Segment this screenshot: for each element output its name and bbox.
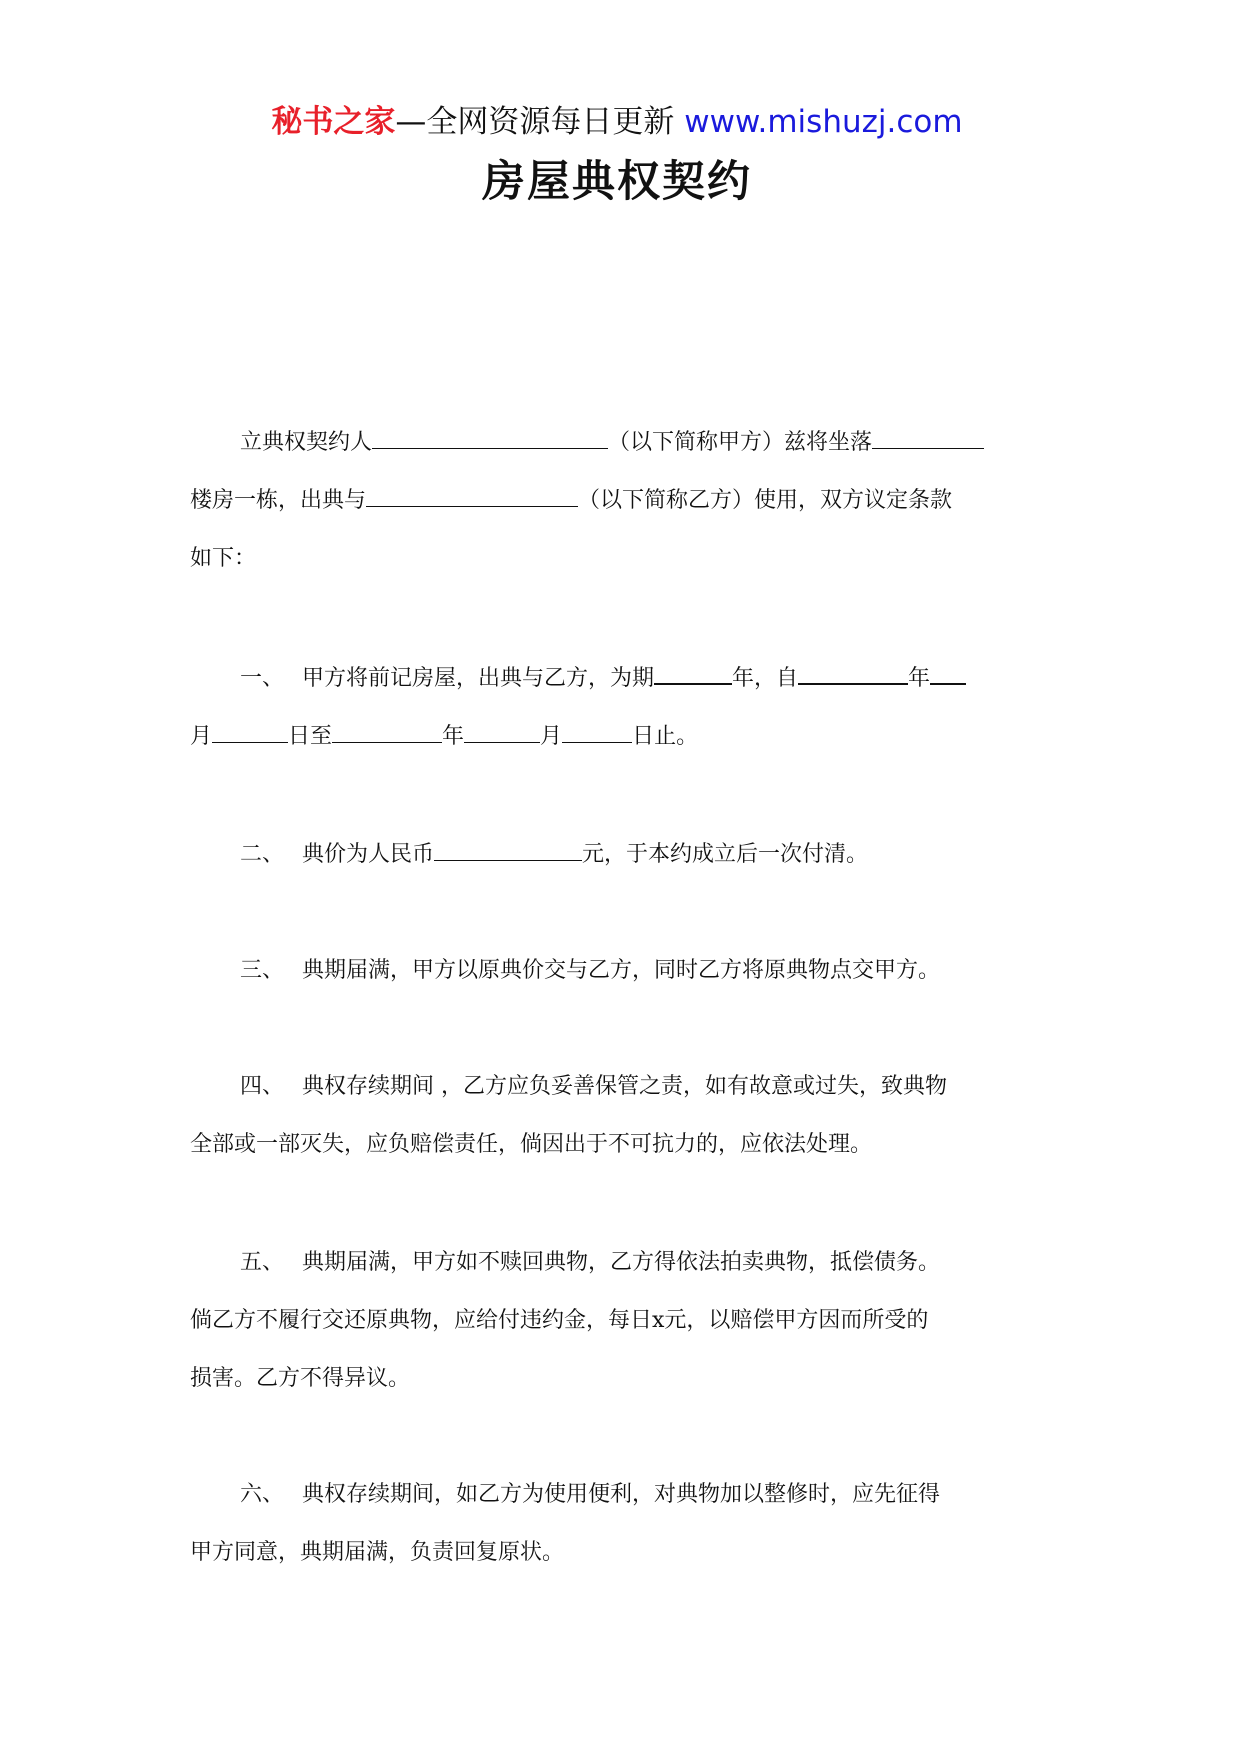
clause-text: 典权存续期间 ，乙方应负妥善保管之责，如有故意或过失，致典物 xyxy=(302,1074,947,1099)
preamble-text: 如下： xyxy=(190,546,257,571)
preamble-text: 楼房一栋，出典与 xyxy=(190,488,367,513)
end-year-blank[interactable] xyxy=(332,720,442,743)
start-month-blank[interactable] xyxy=(930,661,966,685)
preamble-text: （以下简称乙方）使用，双方议定条款 xyxy=(578,488,953,513)
clause-2 xyxy=(190,826,1050,884)
property-location-blank[interactable] xyxy=(872,426,984,449)
clause-number: 六、 xyxy=(240,1482,285,1507)
end-day-blank[interactable] xyxy=(562,720,632,743)
party-a-name-blank[interactable] xyxy=(372,426,608,449)
clause-text: 年，自 xyxy=(732,666,799,691)
clause-5 xyxy=(190,1234,1050,1408)
site-url-link[interactable]: www.mishuzj.com xyxy=(684,104,963,140)
preamble-paragraph xyxy=(190,414,1050,588)
clause-6 xyxy=(190,1466,1050,1582)
clause-text: 典期届满，甲方以原典价交与乙方，同时乙方将原典物点交甲方。 xyxy=(302,958,941,983)
clause-1 xyxy=(190,650,1050,766)
clause-text: 年 xyxy=(442,724,465,749)
site-header xyxy=(0,100,1234,144)
clause-text: 全部或一部灭失，应负赔偿责任，倘因出于不可抗力的，应依法处理。 xyxy=(190,1132,873,1157)
clause-text: 日至 xyxy=(288,724,333,749)
clause-number: 四、 xyxy=(240,1074,285,1099)
clause-text: 典权存续期间，如乙方为使用便利，对典物加以整修时，应先征得 xyxy=(302,1482,941,1507)
clause-number: 五、 xyxy=(240,1250,285,1275)
clause-text: 元，于本约成立后一次付清。 xyxy=(582,842,869,867)
party-b-name-blank[interactable] xyxy=(366,484,578,507)
clause-number: 三、 xyxy=(240,958,285,983)
start-day-blank[interactable] xyxy=(212,720,288,743)
site-brand: 秘书之家 xyxy=(271,104,396,140)
preamble-text: 立典权契约人 xyxy=(240,430,373,455)
term-years-blank[interactable] xyxy=(654,661,732,685)
preamble-text: （以下简称甲方）兹将坐落 xyxy=(608,430,873,455)
start-year-blank[interactable] xyxy=(798,661,908,685)
clause-text: 日止。 xyxy=(632,724,699,749)
clause-3 xyxy=(190,942,1050,1000)
clause-text: 损害。乙方不得异议。 xyxy=(190,1366,411,1391)
clause-text: 月 xyxy=(540,724,563,749)
document-title: 房屋典权契约 xyxy=(482,157,752,207)
price-amount-blank[interactable] xyxy=(434,838,582,861)
end-month-blank[interactable] xyxy=(464,720,540,743)
clause-text: 甲方同意，典期届满，负责回复原状。 xyxy=(190,1540,565,1565)
clause-text: 年 xyxy=(908,666,931,691)
site-tagline: —全网资源每日更新 xyxy=(395,104,685,140)
clause-text: 月 xyxy=(190,724,213,749)
clause-4 xyxy=(190,1058,1050,1174)
clause-text: 甲方将前记房屋，出典与乙方，为期 xyxy=(302,666,655,691)
clause-text: 典期届满，甲方如不赎回典物，乙方得依法拍卖典物，抵偿债务。 xyxy=(302,1250,941,1275)
clause-text: 典价为人民币 xyxy=(302,842,435,867)
clause-number: 一、 xyxy=(240,666,285,691)
clause-text: 倘乙方不履行交还原典物，应给付违约金，每日x元，以赔偿甲方因而所受的 xyxy=(190,1308,929,1333)
clause-number: 二、 xyxy=(240,842,285,867)
